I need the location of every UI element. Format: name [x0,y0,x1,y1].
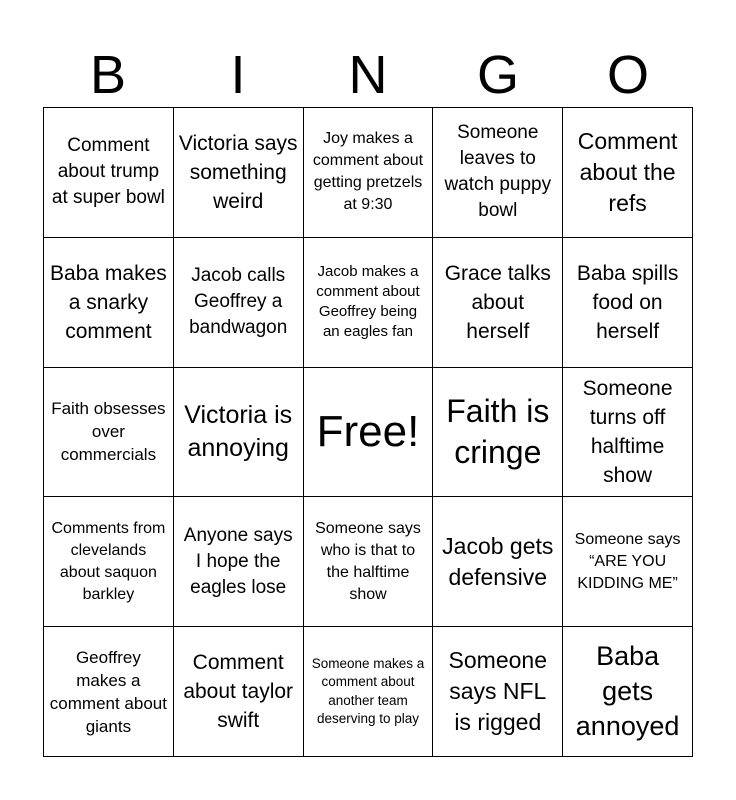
cell-text: Faith is cringe [446,392,550,470]
bingo-cell[interactable] [433,627,563,757]
bingo-cell[interactable] [563,497,693,627]
cell-text: Comment about trump at super bowl [51,135,165,209]
bingo-cell[interactable] [174,238,304,368]
cell-text: Someone makes a comment about another team deserving to play [311,655,425,727]
cell-text: Someone says “ARE YOU KIDDING ME” [574,530,681,592]
bingo-cell[interactable] [44,238,174,368]
bingo-cell[interactable] [44,497,174,627]
header-letter-b: B [89,45,127,105]
bingo-grid [43,107,693,757]
free-space-text: Free! [316,406,420,456]
cell-text: Someone says who is that to the halftime show [315,519,421,603]
bingo-header [43,44,693,106]
bingo-cell[interactable] [304,108,434,238]
cell-text: Anyone says I hope the eagles lose [183,524,293,598]
cell-text: Faith obsesses over commercials [51,399,166,465]
bingo-cell[interactable] [44,368,174,498]
cell-text: Grace talks about herself [444,261,551,343]
bingo-cell[interactable] [44,108,174,238]
cell-text: Baba makes a snarky comment [50,261,167,343]
bingo-cell[interactable] [304,497,434,627]
bingo-cell[interactable] [563,108,693,238]
header-letter-n: N [348,45,388,105]
header-letter-i: I [230,45,246,105]
header-letter-o: O [606,45,649,105]
bingo-cell[interactable] [304,627,434,757]
cell-text: Baba gets annoyed [575,641,680,742]
bingo-cell[interactable] [563,627,693,757]
cell-text: Someone leaves to watch puppy bowl [444,122,552,222]
cell-text: Victoria says something weird [178,131,298,213]
bingo-cell[interactable] [174,368,304,498]
cell-text: Someone turns off halftime show [582,376,673,487]
bingo-cell[interactable] [433,497,563,627]
cell-text: Comments from clevelands about saquon barkley [51,519,166,603]
cell-text: Comment about taylor swift [183,651,294,733]
cell-text: Jacob calls Geoffrey a bandwagon [189,265,288,339]
bingo-cell[interactable] [433,238,563,368]
bingo-cell[interactable] [563,368,693,498]
bingo-cell[interactable] [174,108,304,238]
bingo-cell[interactable] [44,627,174,757]
cell-text: Victoria is annoying [184,400,293,462]
bingo-cell[interactable] [304,238,434,368]
cell-text: Comment about the refs [577,127,678,216]
cell-text: Someone says NFL is rigged [448,647,548,736]
cell-text: Joy makes a comment about getting pretzels at 9:30 [312,130,424,214]
header-letter-g: G [476,45,519,105]
cell-text: Geoffrey makes a comment about giants [49,647,167,736]
cell-text: Jacob gets defensive [442,532,554,590]
bingo-cell[interactable] [174,497,304,627]
bingo-cell[interactable] [433,108,563,238]
cell-text: Jacob makes a comment about Geoffrey being an eagles fan [316,263,420,341]
bingo-cell[interactable] [433,368,563,498]
bingo-cell[interactable] [174,627,304,757]
cell-text: Baba spills food on herself [576,261,679,343]
free-space-cell[interactable] [304,368,434,498]
bingo-cell[interactable] [563,238,693,368]
